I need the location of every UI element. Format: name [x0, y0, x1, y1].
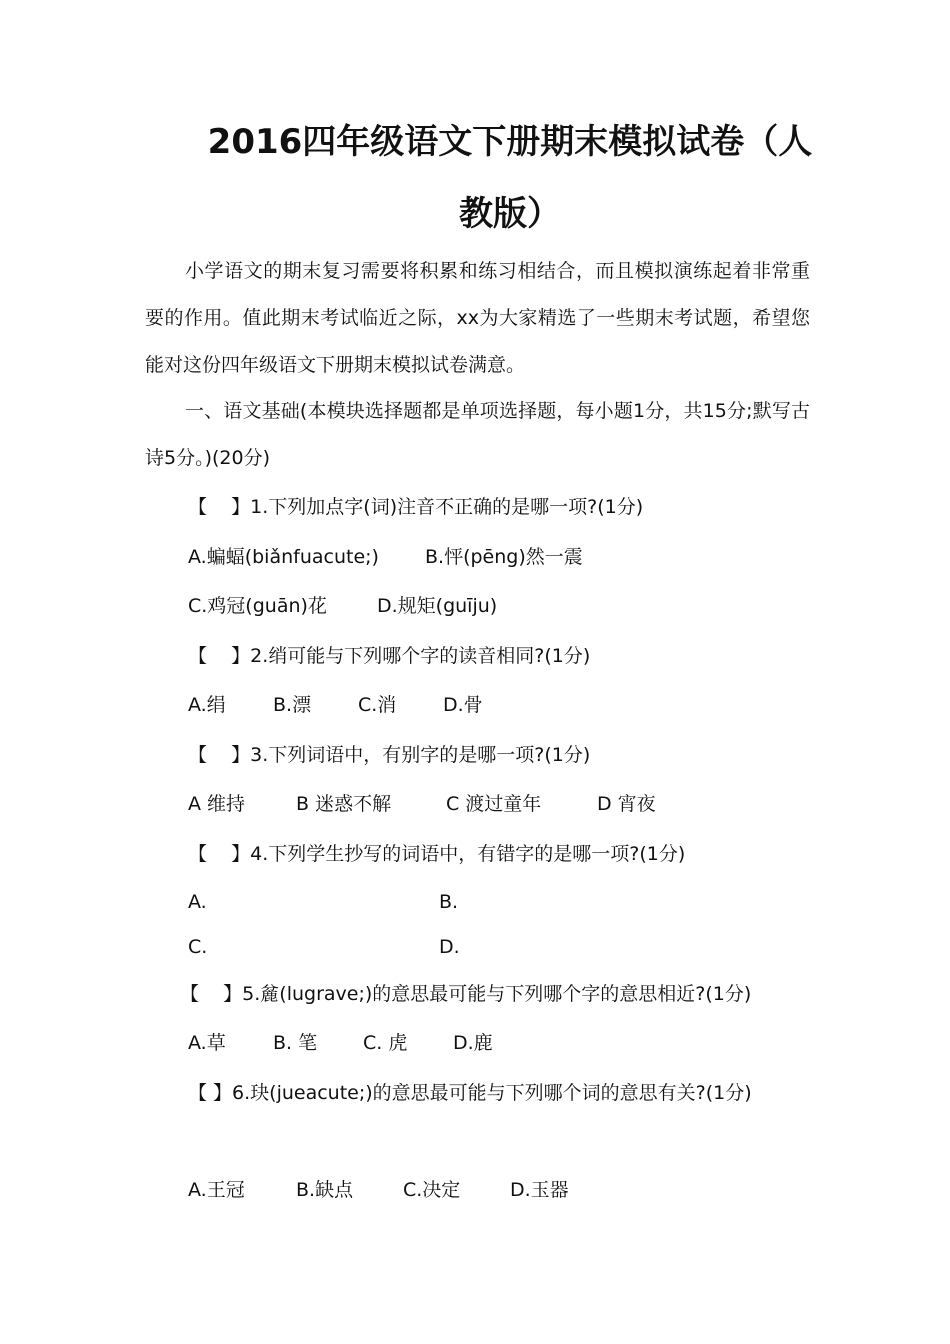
page-title: [140, 106, 880, 250]
question-5-option-a: A.草: [188, 1032, 226, 1054]
title-line-2: 教版）: [459, 194, 561, 234]
question-5-option-c: C. 虎: [363, 1032, 408, 1054]
question-4-option-c: C.: [188, 936, 208, 958]
question-3-stem: 【 】3.下列词语中，有别字的是哪一项?(1分): [188, 744, 591, 766]
question-2-stem: 【 】2.绡可能与下列哪个字的读音相同?(1分): [188, 645, 591, 667]
question-5-option-b: B. 笔: [273, 1032, 318, 1054]
question-4-option-b: B.: [439, 891, 459, 913]
question-5-stem: 【 】5.麄(lugrave;)的意思最可能与下列哪个字的意思相近?(1分): [180, 983, 752, 1005]
question-3-option-d: D 宵夜: [597, 793, 656, 815]
question-1-stem: 【 】1.下列加点字(词)注音不正确的是哪一项?(1分): [188, 496, 644, 518]
question-4-option-a: A.: [188, 891, 207, 913]
question-3-option-b: B 迷惑不解: [296, 793, 392, 815]
question-6-option-d: D.玉器: [510, 1179, 569, 1201]
question-2-option-c: C.消: [358, 694, 397, 716]
question-3-option-a: A 维持: [188, 793, 246, 815]
question-2-option-b: B.漂: [273, 694, 312, 716]
intro-paragraph: 小学语文的期末复习需要将积累和练习相结合，而且模拟演练起着非常重要的作用。值此期末考试临近之际，xx为大家精选了一些期末考试题，希望您能对这份四年级语文下册期末模拟试卷满意。: [145, 260, 810, 376]
question-3-option-c: C 渡过童年: [446, 793, 542, 815]
question-2-option-a: A.绢: [188, 694, 226, 716]
section-heading: 一、语文基础(本模块选择题都是单项选择题，每小题1分，共15分;默写古诗5分。)(20分): [145, 400, 810, 469]
question-6-option-b: B.缺点: [296, 1179, 354, 1201]
question-2-option-d: D.骨: [443, 694, 483, 716]
question-6-option-c: C.决定: [403, 1179, 461, 1201]
question-6-option-a: A.王冠: [188, 1179, 245, 1201]
title-line-1: 2016四年级语文下册期末模拟试卷（人: [207, 122, 813, 162]
question-6-stem: 【 】6.玦(jueacute;)的意思最可能与下列哪个词的意思有关?(1分): [188, 1082, 752, 1104]
question-4-option-d: D.: [439, 936, 460, 958]
question-1-option-d: D.规矩(guīju): [377, 595, 498, 617]
question-1-option-a: A.蝙蝠(biǎnfuacute;): [188, 546, 379, 568]
question-4-stem: 【 】4.下列学生抄写的词语中，有错字的是哪一项?(1分): [188, 843, 686, 865]
question-5-option-d: D.鹿: [453, 1032, 493, 1054]
question-1-option-b: B.怦(pēng)然一震: [425, 546, 583, 568]
question-1-option-c: C.鸡冠(guān)花: [188, 595, 327, 617]
